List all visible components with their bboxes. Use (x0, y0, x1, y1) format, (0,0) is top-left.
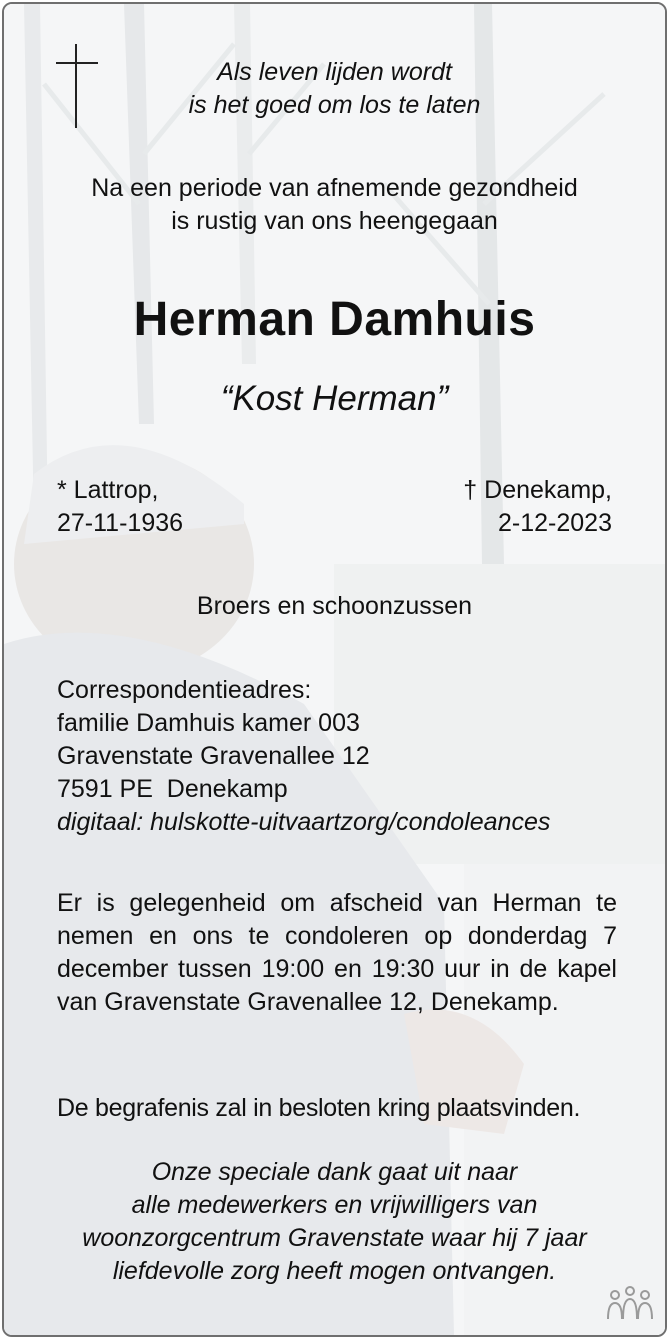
obituary-card (2, 2, 667, 1337)
motto-line: is het goed om los te laten (188, 91, 481, 119)
motto-line: Als leven lijden wordt (217, 58, 452, 86)
death-date: 2-12-2023 (498, 509, 612, 537)
birth-place: * Lattrop, (57, 476, 159, 504)
thanks-line: alle medewerkers en vrijwilligers van (131, 1191, 538, 1219)
address-line: familie Damhuis kamer 003 (57, 709, 360, 737)
correspondence-address (57, 674, 550, 839)
address-line: 7591 PE Denekamp (57, 775, 288, 803)
thanks-line: woonzorgcentrum Gravenstate waar hij 7 jaar (82, 1224, 587, 1252)
address-line: Gravenstate Gravenallee 12 (57, 742, 370, 770)
intro-text (4, 172, 665, 238)
birth-date: 27-11-1936 (57, 509, 184, 537)
family-line: Broers en schoonzussen (196, 592, 473, 620)
thanks-line: Onze speciale dank gaat uit naar (151, 1158, 518, 1186)
intro-line: Na een periode van afnemende gezondheid (91, 174, 578, 202)
funeral-paragraph: De begrafenis zal in besloten kring plaatsvinden. (57, 1094, 581, 1122)
thanks-line: liefdevolle zorg heeft mogen ontvangen. (112, 1257, 557, 1285)
address-heading: Correspondentieadres: (57, 676, 312, 704)
thanks-text (4, 1156, 665, 1288)
birth-info (57, 474, 183, 540)
death-info (463, 474, 612, 540)
motto (4, 56, 665, 122)
nickname: “Kost Herman” (220, 379, 449, 418)
people-logo-icon (605, 1283, 655, 1323)
digital-condolences-link[interactable]: digitaal: hulskotte-uitvaartzorg/condoleances (57, 808, 551, 836)
death-place: † Denekamp, (463, 476, 612, 504)
farewell-paragraph: Er is gelegenheid om afscheid van Herman te nemen en ons te condoleren op donderdag 7 december tussen 19:00 en 19:30 uur in de kapel van Gravenstate Gravenallee 12, Denekamp. (57, 889, 617, 1016)
deceased-name: Herman Damhuis (133, 293, 536, 346)
intro-line: is rustig van ons heengegaan (171, 207, 498, 235)
